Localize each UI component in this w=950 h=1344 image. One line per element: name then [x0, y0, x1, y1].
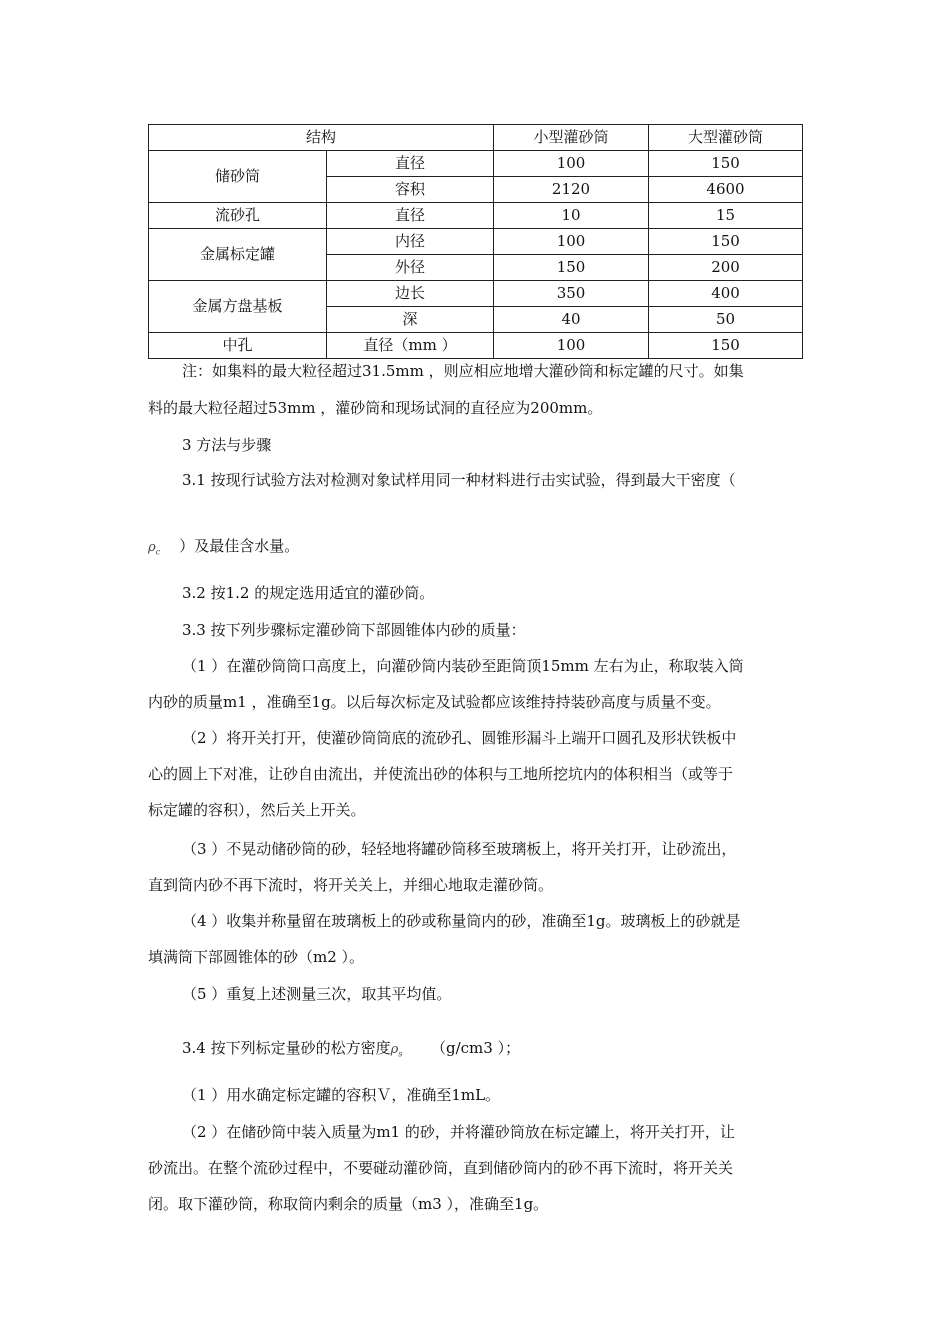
step-3-3-2-line-1: （2 ）将开关打开，使灌砂筒筒底的流砂孔、圆锥形漏斗上端开口圆孔及形状铁板中	[182, 729, 737, 747]
row-large: 200	[649, 255, 803, 281]
step-3-4-2-line-2: 砂流出。在整个流砂过程中，不要碰动灌砂筒，直到储砂筒内的砂不再下流时，将开关关	[148, 1159, 734, 1177]
header-small: 小型灌砂筒	[494, 125, 649, 151]
row-small: 100	[494, 151, 649, 177]
row-large: 150	[649, 229, 803, 255]
step-3-1-line-1: 3.1 按现行试验方法对检测对象试样用同一种材料进行击实试验，得到最大干密度（	[182, 471, 736, 489]
step-3-4: 3.4 按下列标定量砂的松方密度$\rho_s$ （g/cm3 ）；	[182, 1039, 521, 1059]
step-3-3-1-line-2: 内砂的质量m1 ，准确至1g。以后每次标定及试验都应该维持持装砂高度与质量不变。	[148, 693, 721, 711]
note-line-1: 注：如集料的最大粒径超过31.5mm ，则应相应地增大灌砂筒和标定罐的尺寸。如集	[182, 362, 744, 380]
row-large: 150	[649, 151, 803, 177]
row-large: 400	[649, 281, 803, 307]
row-param: 边长	[327, 281, 494, 307]
table-row	[149, 151, 803, 177]
row-param: 直径（mm ）	[327, 333, 494, 359]
row-large: 15	[649, 203, 803, 229]
table-row	[149, 203, 803, 229]
row-param: 外径	[327, 255, 494, 281]
note-line-2: 料的最大粒径超过53mm ，灌砂筒和现场试洞的直径应为200mm。	[148, 399, 603, 417]
row-param: 内径	[327, 229, 494, 255]
header-large: 大型灌砂筒	[649, 125, 803, 151]
section-3-title: 3 方法与步骤	[182, 436, 272, 454]
row-param: 容积	[327, 177, 494, 203]
row-small: 150	[494, 255, 649, 281]
row-small: 100	[494, 333, 649, 359]
row-param: 深	[327, 307, 494, 333]
row-large: 50	[649, 307, 803, 333]
row-large: 4600	[649, 177, 803, 203]
row-small: 40	[494, 307, 649, 333]
rho-s-symbol: $\rho_s$	[390, 1042, 403, 1059]
step-3-3-4-line-2: 填满筒下部圆锥体的砂（m2 ）。	[148, 948, 365, 966]
table-row	[149, 281, 803, 307]
row-group: 中孔	[149, 333, 327, 359]
row-param: 直径	[327, 151, 494, 177]
row-group: 金属方盘基板	[149, 281, 327, 333]
row-param: 直径	[327, 203, 494, 229]
table-row	[149, 229, 803, 255]
header-structure: 结构	[149, 125, 494, 151]
step-3-3-2-line-3: 标定罐的容积），然后关上开关。	[148, 801, 366, 819]
step-3-3-5: （5 ）重复上述测量三次，取其平均值。	[182, 985, 452, 1003]
spec-table	[148, 124, 803, 359]
step-3-4-2-line-3: 闭。取下灌砂筒，称取筒内剩余的质量（m3 ），准确至1g。	[148, 1195, 549, 1213]
row-small: 100	[494, 229, 649, 255]
row-small: 350	[494, 281, 649, 307]
row-group: 储砂筒	[149, 151, 327, 203]
row-small: 2120	[494, 177, 649, 203]
rho-c-symbol: $\rho_c$	[148, 540, 161, 557]
step-3-3-4-line-1: （4 ）收集并称量留在玻璃板上的砂或称量筒内的砂，准确至1g。玻璃板上的砂就是	[182, 912, 741, 930]
step-3-3: 3.3 按下列步骤标定灌砂筒下部圆锥体内砂的质量：	[182, 621, 526, 639]
step-3-3-2-line-2: 心的圆上下对准，让砂自由流出，并使流出砂的体积与工地所挖坑内的体积相当（或等于	[148, 765, 734, 783]
step-3-4-2-line-1: （2 ）在储砂筒中装入质量为m1 的砂，并将灌砂筒放在标定罐上，将开关打开，让	[182, 1123, 735, 1141]
step-3-3-3-line-1: （3 ）不晃动储砂筒的砂，轻轻地将罐砂筒移至玻璃板上，将开关打开，让砂流出，	[182, 840, 737, 858]
row-group: 流砂孔	[149, 203, 327, 229]
table-header-row	[149, 125, 803, 151]
step-3-3-3-line-2: 直到筒内砂不再下流时，将开关关上，并细心地取走灌砂筒。	[148, 876, 554, 894]
row-group: 金属标定罐	[149, 229, 327, 281]
step-3-1-line-2: $\rho_c$ ）及最佳含水量。	[148, 537, 300, 557]
row-small: 10	[494, 203, 649, 229]
step-3-3-1-line-1: （1 ）在灌砂筒筒口高度上，向灌砂筒内装砂至距筒顶15mm 左右为止，称取装入筒	[182, 657, 744, 675]
row-large: 150	[649, 333, 803, 359]
step-3-4-1: （1 ）用水确定标定罐的容积Ｖ，准确至1mL。	[182, 1086, 501, 1104]
step-3-2: 3.2 按1.2 的规定选用适宜的灌砂筒。	[182, 584, 435, 602]
table-row	[149, 333, 803, 359]
